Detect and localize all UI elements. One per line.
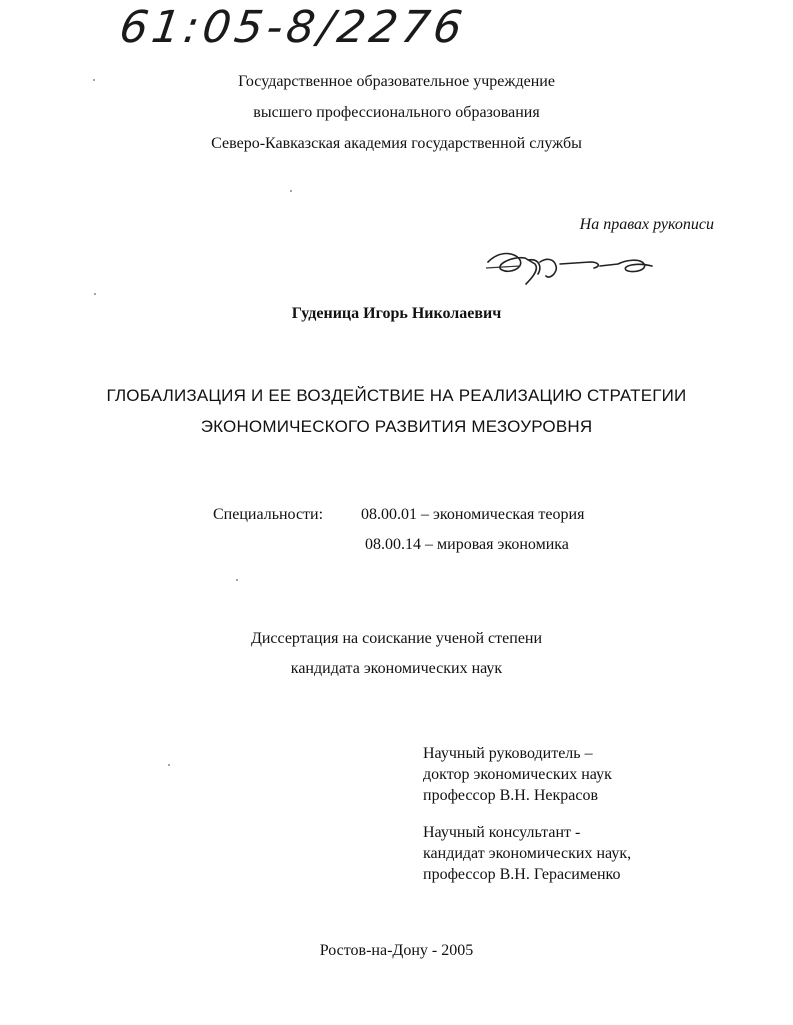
institution-block [0, 66, 793, 159]
dissertation-title [0, 380, 793, 442]
specialty-item: 08.00.14 – мировая экономика [365, 536, 569, 553]
institution-line-1: Государственное образовательное учреждение [238, 73, 555, 90]
city-year: Ростов-на-Дону - 2005 [319, 942, 474, 959]
consultant-line-2: кандидат экономических наук, [423, 845, 632, 862]
scientific-consultant [423, 822, 631, 885]
scan-speck [236, 579, 238, 581]
scan-speck [93, 79, 95, 81]
degree-line-2: кандидата экономических наук [290, 660, 503, 677]
degree-line-1: Диссертация на соискание ученой степени [250, 630, 543, 647]
author-name: Гуденица Игорь Николаевич [291, 305, 502, 322]
scan-speck [290, 190, 292, 192]
advisor-line-1: Научный руководитель – [423, 745, 593, 762]
scientific-advisor [423, 743, 612, 806]
manuscript-note: На правах рукописи [579, 216, 714, 233]
title-line-2: ЭКОНОМИЧЕСКОГО РАЗВИТИЯ МЕЗОУРОВНЯ [200, 417, 593, 436]
specialty-item: 08.00.01 – экономическая теория [361, 506, 585, 523]
specialties-label: Специальности: [213, 506, 324, 523]
scan-speck [94, 293, 96, 295]
handwritten-archive-code: 61:05-8/2276 [116, 2, 470, 53]
advisor-line-2: доктор экономических наук [423, 766, 612, 783]
advisor-line-3: профессор В.Н. Некрасов [423, 787, 599, 804]
dissertation-degree [0, 624, 793, 684]
consultant-line-1: Научный консультант - [423, 824, 581, 841]
scan-speck [168, 764, 170, 766]
institution-line-3: Северо-Кавказская академия государственной службы [211, 135, 582, 152]
consultant-line-3: профессор В.Н. Герасименко [423, 866, 621, 883]
institution-line-2: высшего профессионального образования [253, 104, 540, 121]
author-signature [480, 240, 660, 290]
title-line-1: ГЛОБАЛИЗАЦИЯ И ЕЕ ВОЗДЕЙСТВИЕ НА РЕАЛИЗАЦИЮ СТРАТЕГИИ [106, 386, 687, 405]
